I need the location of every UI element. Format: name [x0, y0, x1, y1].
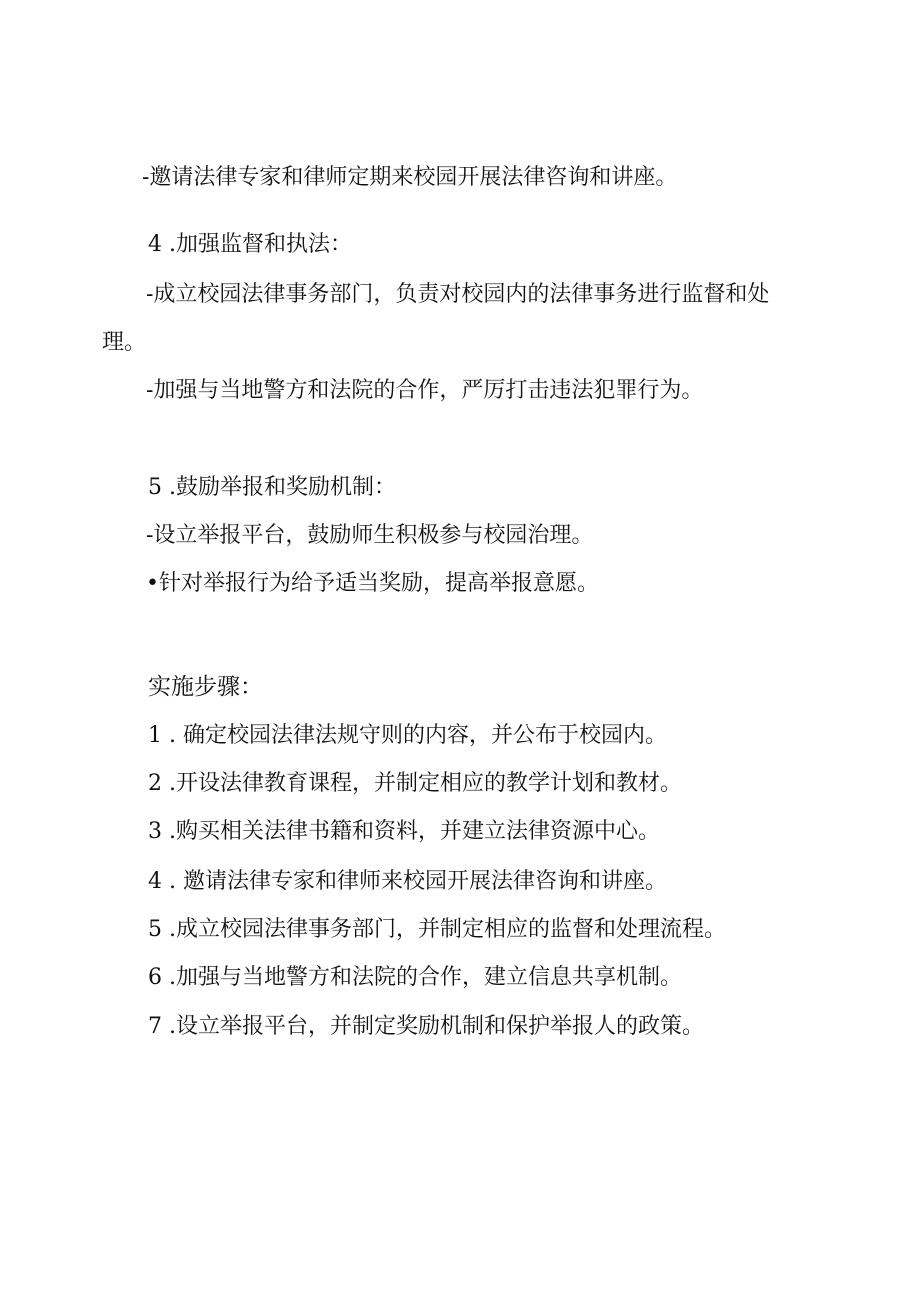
implementation-step-5: 5 .成立校园法律事务部门，并制定相应的监督和处理流程。: [148, 917, 726, 942]
measure-item-5-point-2: •针对举报行为给予适当奖励，提高举报意愿。: [146, 571, 599, 596]
measure-point-invite-experts: -邀请法律专家和律师定期来校园开展法律咨询和讲座。: [142, 165, 678, 190]
measure-item-4-point-2: -加强与当地警方和法院的合作，严厉打击违法犯罪行为。: [146, 378, 704, 403]
measure-item-4-point-1-cont: 理。: [102, 330, 147, 355]
implementation-step-7: 7 .设立举报平台，并制定奖励机制和保护举报人的政策。: [148, 1014, 704, 1039]
implementation-step-4: 4 . 邀请法律专家和律师来校园开展法律咨询和讲座。: [148, 869, 667, 894]
implementation-step-3: 3 .购买相关法律书籍和资料，并建立法律资源中心。: [148, 819, 660, 844]
implementation-step-1: 1 . 确定校园法律法规守则的内容，并公布于校园内。: [148, 723, 667, 748]
measure-item-4-title: 4 .加强监督和执法：: [148, 232, 352, 257]
implementation-step-2: 2 .开设法律教育课程，并制定相应的教学计划和教材。: [148, 771, 682, 796]
measure-item-5-title: 5 .鼓励举报和奖励机制：: [148, 475, 396, 500]
measure-item-4-point-1: -成立校园法律事务部门，负责对校园内的法律事务进行监督和处: [146, 282, 770, 307]
implementation-heading: 实施步骤：: [148, 674, 263, 700]
implementation-step-6: 6 .加强与当地警方和法院的合作，建立信息共享机制。: [148, 965, 682, 990]
measure-item-5-point-1: -设立举报平台，鼓励师生积极参与校园治理。: [146, 523, 594, 548]
